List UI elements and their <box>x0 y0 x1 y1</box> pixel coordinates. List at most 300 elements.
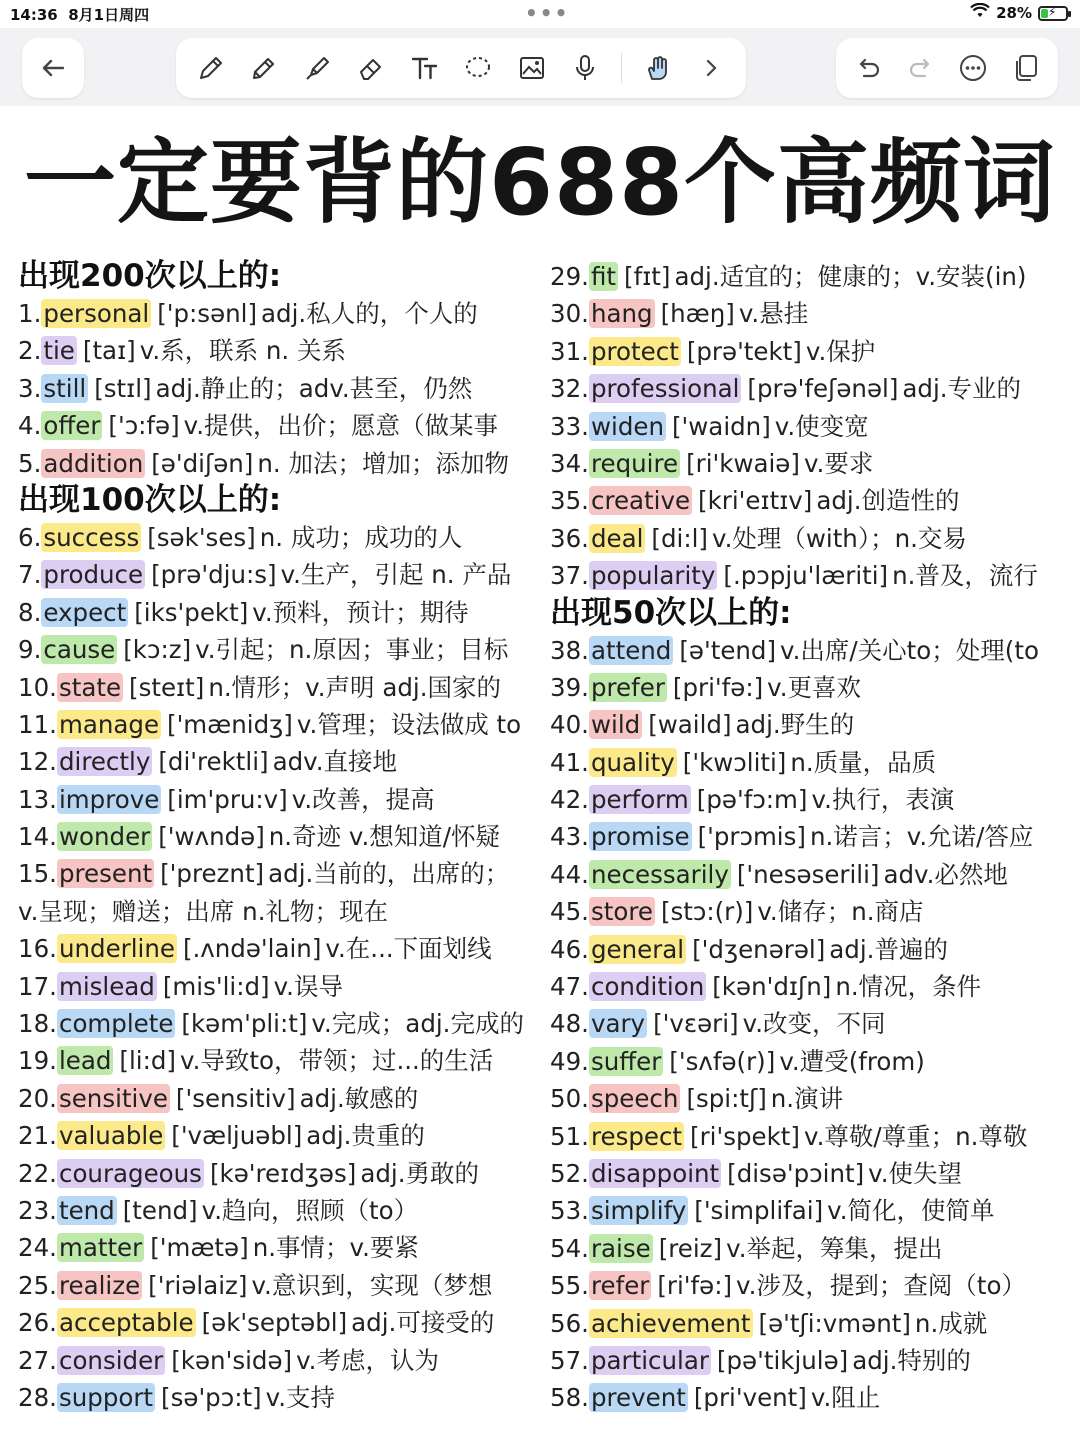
vocab-entry <box>550 333 1070 370</box>
phonetic: ['riəlaiz] <box>148 1270 248 1300</box>
entry-number: 20. <box>18 1083 57 1113</box>
vocab-word: deal <box>590 523 644 553</box>
battery-percent: 28% <box>996 4 1032 22</box>
left-column <box>18 258 538 1416</box>
entry-number: 41. <box>550 747 589 777</box>
vocab-entry <box>550 1118 1070 1155</box>
vocab-entry <box>18 1042 538 1079</box>
definition: adj.私人的，个人的 <box>261 299 478 328</box>
vocab-entry <box>18 1342 538 1379</box>
vocab-word: addition <box>43 448 144 478</box>
definition: adj.可接受的 <box>351 1308 495 1338</box>
vocab-word: matter <box>58 1233 143 1263</box>
vocab-word: support <box>58 1382 154 1412</box>
vocab-entry <box>550 1267 1070 1304</box>
vocab-entry <box>18 332 538 369</box>
vocab-entry <box>18 818 538 855</box>
phonetic: [disə'pɔint] <box>727 1158 865 1188</box>
vocab-entry <box>18 1304 538 1341</box>
mic-icon[interactable] <box>567 50 603 86</box>
phonetic: [taɪ] <box>82 336 136 366</box>
pen-icon[interactable] <box>193 50 229 86</box>
vocab-entry <box>18 743 538 780</box>
definition: adj.静止的；adv.甚至，仍然 <box>155 373 473 403</box>
vocab-entry <box>550 520 1070 557</box>
vocab-entry <box>18 1080 538 1117</box>
vocab-word: quality <box>590 747 675 777</box>
definition: adj.当前的，出席的； <box>268 859 510 889</box>
vocab-word: vary <box>590 1009 646 1039</box>
vocab-word: creative <box>590 486 691 516</box>
definition: v.执行，表演 <box>811 785 955 815</box>
definition: n.奇迹 v.想知道/怀疑 <box>268 822 501 852</box>
entry-number: 6. <box>18 522 42 552</box>
phonetic: [fɪt] <box>624 262 671 291</box>
phonetic: ['prɔmis] <box>697 822 806 852</box>
phonetic: [iks'pekt] <box>134 597 249 627</box>
status-right <box>970 3 1068 23</box>
phonetic: [pri'fə:] <box>672 672 764 702</box>
phonetic: ['sensitiv] <box>175 1083 296 1113</box>
vocab-word: speech <box>590 1084 679 1114</box>
vocab-word: tie <box>43 336 75 366</box>
vocab-entry <box>18 669 538 706</box>
phonetic: [im'pru:v] <box>167 784 288 814</box>
vocab-word: attend <box>590 635 672 665</box>
definition: adv.直接地 <box>272 747 398 777</box>
vocab-entry <box>550 632 1070 669</box>
vocab-word: expect <box>43 597 127 627</box>
vocab-word: present <box>58 859 153 889</box>
entry-number: 19. <box>18 1046 57 1076</box>
entry-number: 25. <box>18 1270 57 1300</box>
entry-number: 22. <box>18 1158 57 1188</box>
entry-number: 5. <box>18 448 42 478</box>
phonetic: [di'rektli] <box>158 747 269 777</box>
toolbar-divider <box>621 53 622 83</box>
vocab-word: promise <box>590 822 690 852</box>
entry-number: 31. <box>550 336 589 366</box>
phonetic: ['simplifai] <box>694 1196 824 1226</box>
entry-number: 48. <box>550 1009 589 1039</box>
vocab-word: courageous <box>58 1158 202 1188</box>
toolbar <box>0 28 1080 106</box>
phonetic: [mis'li:d] <box>162 971 270 1001</box>
text-tool-icon[interactable] <box>407 50 443 86</box>
vocab-word: suffer <box>590 1046 662 1076</box>
phonetic: [tend] <box>122 1195 198 1225</box>
entry-number: 24. <box>18 1233 57 1263</box>
definition: adv.必然地 <box>883 859 1008 889</box>
vocab-entry <box>550 370 1070 407</box>
lasso-icon[interactable] <box>460 50 496 86</box>
vocab-word: acceptable <box>58 1308 194 1338</box>
touch-hand-icon[interactable] <box>640 50 676 86</box>
vocab-word: store <box>590 897 653 927</box>
entry-number: 17. <box>18 971 57 1001</box>
vocab-entry <box>18 295 538 332</box>
entry-number: 43. <box>550 822 589 852</box>
entry-number: 16. <box>18 934 57 964</box>
vocab-word: general <box>590 934 685 964</box>
definition: n.普及，流行 <box>892 561 1038 591</box>
vocab-entry <box>18 1267 538 1304</box>
chevron-right-icon[interactable] <box>693 50 729 86</box>
vocab-word: realize <box>58 1270 141 1300</box>
vocab-word: respect <box>590 1121 683 1151</box>
definition: v.改善，提高 <box>291 784 435 814</box>
phonetic: [stɪl] <box>94 373 152 403</box>
definition: v.考虑，认为 <box>296 1345 439 1375</box>
phonetic: [ək'septəbl] <box>201 1308 348 1338</box>
vocab-entry <box>18 1117 538 1154</box>
vocab-word: directly <box>58 747 151 777</box>
entry-number: 39. <box>550 672 589 702</box>
definition: v.改变，不同 <box>742 1009 886 1039</box>
vocab-entry <box>18 407 538 444</box>
vocab-word: improve <box>58 784 160 814</box>
phonetic: [prə'tekt] <box>686 336 802 366</box>
definition: v.引起；n.原因；事业；目标 <box>195 635 509 665</box>
entry-number: 26. <box>18 1308 57 1338</box>
vocab-entry <box>550 931 1070 968</box>
more-icon[interactable] <box>955 50 991 86</box>
entry-number: 23. <box>18 1195 57 1225</box>
definition: n.演讲 <box>770 1084 844 1114</box>
vocab-word: complete <box>58 1009 174 1039</box>
definition: n. 加法；增加；添加物 <box>257 448 509 478</box>
phonetic: [kɔ:z] <box>123 635 192 665</box>
phonetic: [ə'tend] <box>679 635 777 665</box>
vocab-entry <box>18 594 538 631</box>
vocab-word: condition <box>590 972 705 1002</box>
vocab-entry <box>550 557 1070 594</box>
definition: adj.贵重的 <box>306 1121 425 1151</box>
vocab-word: state <box>58 672 122 702</box>
vocab-word: necessarily <box>590 859 729 889</box>
vocab-entry <box>18 556 538 593</box>
entry-number: 55. <box>550 1271 589 1301</box>
vocab-word: popularity <box>590 561 716 591</box>
definition: adj.普遍的 <box>829 934 948 964</box>
definition: v.阻止 <box>810 1383 881 1413</box>
phonetic: [prə'dju:s] <box>151 560 277 590</box>
vocab-word: underline <box>58 934 175 964</box>
entry-number: 58. <box>550 1383 589 1413</box>
definition: v.管理；设法做成 to <box>296 709 522 739</box>
definition: v.意识到，实现（梦想 <box>251 1270 493 1300</box>
entry-number: 35. <box>550 486 589 516</box>
definition: v.出席/关心to；处理(to <box>780 635 1039 665</box>
vocab-word: simplify <box>590 1196 687 1226</box>
phonetic: [kən'dɪʃn] <box>712 972 832 1002</box>
entry-number: 27. <box>18 1345 57 1375</box>
definition: v.支持 <box>265 1382 335 1412</box>
phonetic: [.pɔpju'læriti] <box>723 561 889 591</box>
vocab-word: refer <box>590 1271 650 1301</box>
vocab-word: success <box>43 522 140 552</box>
entry-number: 57. <box>550 1345 589 1375</box>
definition: n.情况，条件 <box>835 972 982 1002</box>
phonetic: [kəm'pli:t] <box>181 1009 308 1039</box>
definition: v.使失望 <box>868 1158 963 1188</box>
vocab-word: fit <box>590 262 617 291</box>
phonetic: [li:d] <box>119 1046 176 1076</box>
entry-number: 50. <box>550 1084 589 1114</box>
vocab-word: lead <box>58 1046 112 1076</box>
phonetic: [ri'fə:] <box>657 1271 733 1301</box>
definition: n.事情；v.要紧 <box>252 1233 419 1263</box>
definition: v.遭受(from) <box>779 1046 925 1076</box>
definition: v.预料，预计；期待 <box>252 597 469 627</box>
vocab-word: mislead <box>58 971 155 1001</box>
entry-number: 51. <box>550 1121 589 1151</box>
vocab-word: wild <box>590 710 641 740</box>
vocab-word: achievement <box>590 1308 751 1338</box>
vocab-word: protect <box>590 336 679 366</box>
definition: n.质量，品质 <box>790 747 937 777</box>
vocab-word: raise <box>590 1233 651 1263</box>
entry-number: 13. <box>18 784 57 814</box>
vocab-word: tend <box>58 1195 115 1225</box>
vocab-word: cause <box>43 635 116 665</box>
vocab-entry <box>18 930 538 967</box>
entry-number: 1. <box>18 299 42 328</box>
vocab-word: still <box>43 373 87 403</box>
vocab-entry <box>550 706 1070 743</box>
definition: v.趋向，照顾（to） <box>201 1195 419 1225</box>
phonetic: [hæŋ] <box>660 299 735 329</box>
phonetic: ['væljuəbl] <box>171 1121 303 1151</box>
definition: v.尊敬/尊重；n.尊敬 <box>803 1121 1028 1151</box>
vocab-entry <box>18 855 538 892</box>
section-heading: 出现200次以上的: <box>18 258 282 294</box>
definition: adj.敏感的 <box>299 1083 419 1113</box>
tool-palette <box>176 38 746 98</box>
vocab-word: personal <box>43 299 150 328</box>
vocab-entry <box>18 445 538 482</box>
pencil-icon[interactable] <box>246 50 282 86</box>
multitask-dots-icon[interactable]: ••• <box>525 1 570 25</box>
vocab-entry <box>550 781 1070 818</box>
phonetic: ['sʌfə(r)] <box>669 1046 776 1076</box>
phonetic: [ri'spekt] <box>690 1121 800 1151</box>
definition: n.诺言；v.允诺/答应 <box>809 822 1034 852</box>
back-button[interactable] <box>22 38 84 98</box>
entry-number: 34. <box>550 448 589 478</box>
definition: v.涉及，提到；查阅（to） <box>736 1271 1027 1301</box>
vocab-entry <box>550 1005 1070 1042</box>
vocab-entry <box>550 1379 1070 1416</box>
phonetic: [ə'tʃi:vmənt] <box>758 1308 911 1338</box>
definition: v.处理（with）；n.交易 <box>711 523 967 553</box>
phonetic: ['ɔ:fə] <box>108 411 180 441</box>
vocab-entry <box>550 1230 1070 1267</box>
entry-number: 36. <box>550 523 589 553</box>
vocab-word: perform <box>590 785 689 815</box>
vocab-word: consider <box>58 1345 164 1375</box>
entry-number: 44. <box>550 859 589 889</box>
entry-number: 8. <box>18 597 42 627</box>
vocab-entry <box>18 706 538 743</box>
vocab-entry <box>550 445 1070 482</box>
vocab-entry <box>18 781 538 818</box>
phonetic: ['p:sənl] <box>157 299 258 328</box>
vocab-entry <box>550 295 1070 332</box>
vocab-word: professional <box>590 374 740 404</box>
phonetic: [steɪt] <box>129 672 205 702</box>
entry-number: 11. <box>18 709 57 739</box>
entry-number: 28. <box>18 1382 57 1412</box>
definition: v.保护 <box>805 336 876 366</box>
phonetic: [ə'diʃən] <box>151 448 254 478</box>
phonetic: ['wʌndə] <box>158 822 265 852</box>
pages-icon[interactable] <box>1008 50 1044 86</box>
undo-icon[interactable] <box>850 50 886 86</box>
eraser-icon[interactable] <box>353 50 389 86</box>
vocab-entry <box>550 1192 1070 1229</box>
vocab-entry <box>18 519 538 556</box>
vocab-entry <box>550 1342 1070 1379</box>
definition: v.生产，引起 n. 产品 <box>280 560 512 590</box>
vocab-entry <box>550 744 1070 781</box>
vocab-word: prevent <box>590 1383 686 1413</box>
entry-number: 18. <box>18 1009 57 1039</box>
vocab-entry <box>18 1005 538 1042</box>
vocab-entry <box>550 482 1070 519</box>
phonetic: ['vɛəri] <box>653 1009 739 1039</box>
entry-number: 46. <box>550 934 589 964</box>
entry-number: 7. <box>18 560 42 590</box>
vocab-word: sensitive <box>58 1083 168 1113</box>
entry-number: 4. <box>18 411 42 441</box>
entry-number: 12. <box>18 747 57 777</box>
phonetic: [kən'sidə] <box>171 1345 293 1375</box>
entry-number: 40. <box>550 710 589 740</box>
phonetic: [spi:tʃ] <box>686 1084 767 1114</box>
phonetic: ['kwɔliti] <box>682 747 787 777</box>
vocab-entry <box>550 818 1070 855</box>
entry-number: 14. <box>18 822 57 852</box>
phonetic: ['nesəserili] <box>736 859 880 889</box>
definition: v.在...下面划线 <box>325 934 492 964</box>
status-bar <box>0 0 1080 28</box>
definition: adj.适宜的；健康的；v.安装(in) <box>674 262 1027 291</box>
phonetic: [pri'vent] <box>693 1383 807 1413</box>
phonetic: [reiz] <box>658 1233 723 1263</box>
entry-continuation: v.呈现；赠送；出席 n.礼物；现在 <box>18 896 388 926</box>
phonetic: ['waidn] <box>671 411 771 441</box>
entry-number: 42. <box>550 785 589 815</box>
status-time: 14:36 8月1日周四 <box>10 6 150 24</box>
entry-number: 32. <box>550 374 589 404</box>
image-icon[interactable] <box>514 50 550 86</box>
entry-number: 53. <box>550 1196 589 1226</box>
definition: v.要求 <box>803 448 874 478</box>
definition: n. 成功；成功的人 <box>259 522 463 552</box>
definition: adj.专业的 <box>902 374 1022 404</box>
vocab-entry <box>18 370 538 407</box>
definition: v.使变宽 <box>774 411 869 441</box>
vocab-entry <box>550 1043 1070 1080</box>
vocab-entry <box>18 968 538 1005</box>
vocab-entry <box>550 968 1070 1005</box>
phonetic: ['mænidʒ] <box>167 709 293 739</box>
entry-number: 9. <box>18 635 42 665</box>
vocab-entry <box>550 893 1070 930</box>
definition: adj.特别的 <box>852 1345 971 1375</box>
vocab-entry <box>18 1229 538 1266</box>
arrow-left-icon <box>35 50 71 86</box>
vocab-entry <box>550 1080 1070 1117</box>
definition: adj.勇敢的 <box>360 1158 479 1188</box>
entry-number: 3. <box>18 373 42 403</box>
definition: v.悬挂 <box>738 299 809 329</box>
definition: v.系，联系 n. 关系 <box>139 336 347 366</box>
entry-number: 47. <box>550 972 589 1002</box>
phonetic: ['mætə] <box>150 1233 249 1263</box>
phonetic: [di:l] <box>651 523 708 553</box>
vocab-word: require <box>590 448 679 478</box>
phonetic: [waild] <box>648 710 732 740</box>
vocab-word: valuable <box>58 1121 164 1151</box>
phonetic: [sək'ses] <box>147 522 256 552</box>
definition: v.更喜欢 <box>767 672 862 702</box>
section-heading: 出现50次以上的: <box>550 594 792 631</box>
vocab-word: manage <box>58 709 160 739</box>
entry-number: 29. <box>550 262 589 291</box>
vocab-entry <box>550 1155 1070 1192</box>
entry-number: 21. <box>18 1121 57 1151</box>
action-palette <box>836 38 1058 98</box>
page-title: 一定要背的688个高频词 <box>23 129 1057 236</box>
entry-number: 54. <box>550 1233 589 1263</box>
definition: n.情形；v.声明 adj.国家的 <box>208 672 501 702</box>
phonetic: [.ʌndə'lain] <box>182 934 322 964</box>
vocab-entry <box>18 1155 538 1192</box>
definition: v.举起，筹集，提出 <box>726 1233 943 1263</box>
definition: n.成就 <box>914 1308 988 1338</box>
entry-number: 38. <box>550 635 589 665</box>
phonetic: [ri'kwaiə] <box>686 448 800 478</box>
vocab-word: prefer <box>590 672 665 702</box>
vocab-word: particular <box>590 1345 709 1375</box>
definition: v.储存；n.商店 <box>757 897 924 927</box>
redo-icon[interactable] <box>903 50 939 86</box>
definition: v.完成；adj.完成的 <box>311 1009 524 1039</box>
vocab-entry <box>550 669 1070 706</box>
vocab-word: offer <box>43 411 101 441</box>
vocab-word: produce <box>43 560 144 590</box>
section-heading: 出现100次以上的: <box>18 481 282 518</box>
phonetic: [sə'pɔ:t] <box>161 1382 262 1412</box>
entry-number: 49. <box>550 1046 589 1076</box>
vocab-entry <box>18 631 538 668</box>
wifi-icon <box>970 3 990 23</box>
entry-number: 37. <box>550 561 589 591</box>
definition: v.导致to，带领；过...的生活 <box>179 1046 494 1076</box>
vocab-entry <box>18 1192 538 1229</box>
marker-icon[interactable] <box>300 50 336 86</box>
entry-number: 30. <box>550 299 589 329</box>
definition: adj.创造性的 <box>816 486 960 516</box>
phonetic: [stɔ:(r)] <box>660 897 754 927</box>
right-column <box>550 258 1070 1417</box>
definition: v.提供，出价；愿意（做某事 <box>183 411 499 441</box>
vocab-entry <box>550 258 1070 295</box>
vocab-entry <box>18 1379 538 1416</box>
vocab-entry <box>550 856 1070 893</box>
